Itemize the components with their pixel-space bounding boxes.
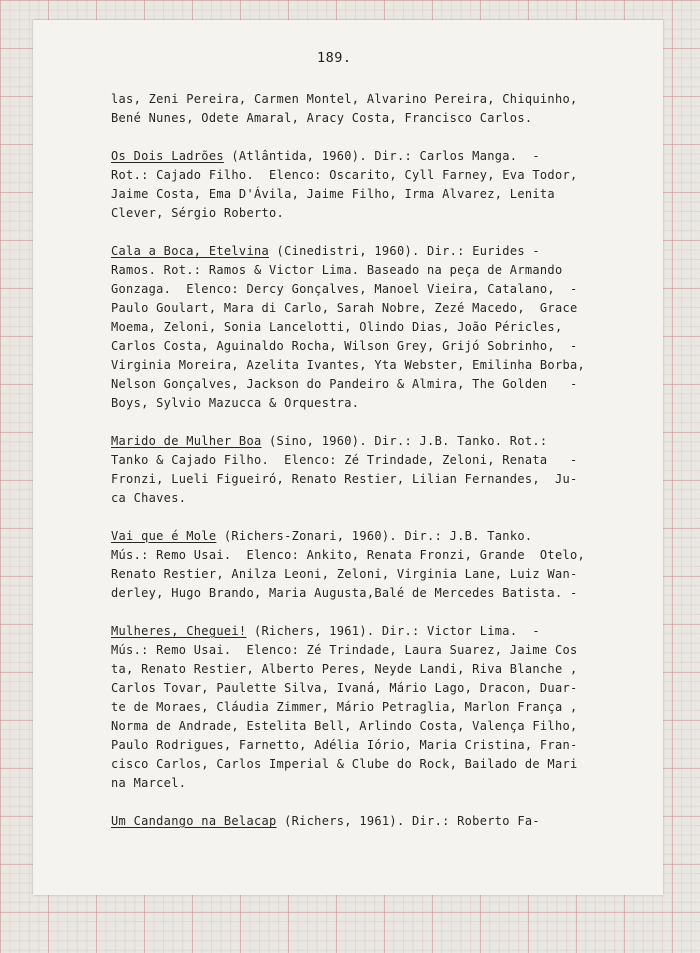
film-title: Um Candango na Belacap: [111, 814, 277, 828]
text-segment: (Sino, 1960). Dir.: J.B. Tanko. Rot.:: [261, 434, 548, 448]
text-line: [111, 299, 643, 318]
film-title: Vai que é Mole: [111, 529, 217, 543]
film-entry: [111, 527, 643, 603]
text-segment: Jaime Costa, Ema D'Ávila, Jaime Filho, Irma Alvarez, Lenita: [111, 187, 555, 201]
text-line: [111, 394, 643, 413]
text-segment: Renato Restier, Anilza Leoni, Zeloni, Virginia Lane, Luiz Wan-: [111, 567, 578, 581]
text-line: [111, 185, 643, 204]
text-line: [111, 166, 643, 185]
text-line: [111, 565, 643, 584]
text-line: [111, 755, 643, 774]
text-segment: Fronzi, Lueli Figueiró, Renato Restier, Lilian Fernandes, Ju-: [111, 472, 578, 486]
text-segment: (Richers-Zonari, 1960). Dir.: J.B. Tanko.: [216, 529, 533, 543]
film-title: Cala a Boca, Etelvina: [111, 244, 270, 258]
text-line: [111, 489, 643, 508]
text-line: [111, 774, 643, 793]
text-line: [111, 698, 643, 717]
text-segment: (Cinedistri, 1960). Dir.: Eurides -: [269, 244, 540, 258]
text-segment: derley, Hugo Brando, Maria Augusta,Balé de Mercedes Batista. -: [111, 586, 578, 600]
text-line: [111, 432, 643, 451]
text-segment: las, Zeni Pereira, Carmen Montel, Alvarino Pereira, Chiquinho,: [111, 92, 578, 106]
text-line: [111, 622, 643, 641]
text-line: [111, 356, 643, 375]
text-segment: Paulo Rodrigues, Farnetto, Adélia Iório, Maria Cristina, Fran-: [111, 738, 578, 752]
text-line: [111, 147, 643, 166]
page-number: 189.: [317, 50, 352, 66]
text-line: [111, 736, 643, 755]
text-segment: Carlos Tovar, Paulette Silva, Ivaná, Mário Lago, Dracon, Duar-: [111, 681, 578, 695]
text-segment: Clever, Sérgio Roberto.: [111, 206, 285, 220]
text-segment: Boys, Sylvio Mazucca & Orquestra.: [111, 396, 360, 410]
text-segment: Moema, Zeloni, Sonia Lancelotti, Olindo Dias, João Péricles,: [111, 320, 563, 334]
text-segment: Tanko & Cajado Filho. Elenco: Zé Trindade, Zeloni, Renata -: [111, 453, 578, 467]
text-segment: na Marcel.: [111, 776, 187, 790]
text-segment: (Richers, 1961). Dir.: Victor Lima. -: [246, 624, 540, 638]
text-line: [111, 337, 643, 356]
text-segment: cisco Carlos, Carlos Imperial & Clube do Rock, Bailado de Mari: [111, 757, 578, 771]
continued-entry: [111, 90, 643, 128]
film-entry: [111, 432, 643, 508]
text-segment: te de Moraes, Cláudia Zimmer, Mário Petraglia, Marlon França ,: [111, 700, 578, 714]
text-segment: Ramos. Rot.: Ramos & Victor Lima. Baseado na peça de Armando: [111, 263, 563, 277]
text-line: [111, 679, 643, 698]
film-entry: [111, 812, 643, 831]
text-segment: Rot.: Cajado Filho. Elenco: Oscarito, Cyll Farney, Eva Todor,: [111, 168, 578, 182]
text-segment: Norma de Andrade, Estelita Bell, Arlindo Costa, Valença Filho,: [111, 719, 578, 733]
film-title: Marido de Mulher Boa: [111, 434, 262, 448]
text-line: [111, 204, 643, 223]
text-line: [111, 280, 643, 299]
film-title: Mulheres, Cheguei!: [111, 624, 247, 638]
text-segment: Mús.: Remo Usai. Elenco: Zé Trindade, Laura Suarez, Jaime Cos: [111, 643, 578, 657]
text-line: [111, 451, 643, 470]
text-line: [111, 717, 643, 736]
text-line: [111, 90, 643, 109]
film-title: Os Dois Ladrões: [111, 149, 224, 163]
text-line: [111, 546, 643, 565]
text-line: [111, 318, 643, 337]
film-entry: [111, 147, 643, 223]
text-line: [111, 641, 643, 660]
film-entry: [111, 622, 643, 793]
text-segment: ta, Renato Restier, Alberto Peres, Neyde Landi, Riva Blanche ,: [111, 662, 578, 676]
text-segment: Gonzaga. Elenco: Dercy Gonçalves, Manoel Vieira, Catalano, -: [111, 282, 578, 296]
text-line: [111, 527, 643, 546]
text-segment: ca Chaves.: [111, 491, 187, 505]
page-body: [111, 90, 643, 850]
text-line: [111, 470, 643, 489]
text-segment: Virginia Moreira, Azelita Ivantes, Yta Webster, Emilinha Borba,: [111, 358, 586, 372]
text-line: [111, 261, 643, 280]
text-segment: Carlos Costa, Aguinaldo Rocha, Wilson Grey, Grijó Sobrinho, -: [111, 339, 578, 353]
typed-page: [33, 20, 663, 895]
text-line: [111, 109, 643, 128]
text-segment: (Richers, 1961). Dir.: Roberto Fa-: [276, 814, 540, 828]
text-segment: Nelson Gonçalves, Jackson do Pandeiro & Almira, The Golden -: [111, 377, 578, 391]
text-line: [111, 375, 643, 394]
text-line: [111, 242, 643, 261]
text-segment: (Atlântida, 1960). Dir.: Carlos Manga. -: [223, 149, 540, 163]
text-line: [111, 660, 643, 679]
text-segment: Mús.: Remo Usai. Elenco: Ankito, Renata Fronzi, Grande Otelo,: [111, 548, 586, 562]
film-entry: [111, 242, 643, 413]
text-line: [111, 812, 643, 831]
text-segment: Bené Nunes, Odete Amaral, Aracy Costa, Francisco Carlos.: [111, 111, 533, 125]
text-line: [111, 584, 643, 603]
text-segment: Paulo Goulart, Mara di Carlo, Sarah Nobre, Zezé Macedo, Grace: [111, 301, 578, 315]
